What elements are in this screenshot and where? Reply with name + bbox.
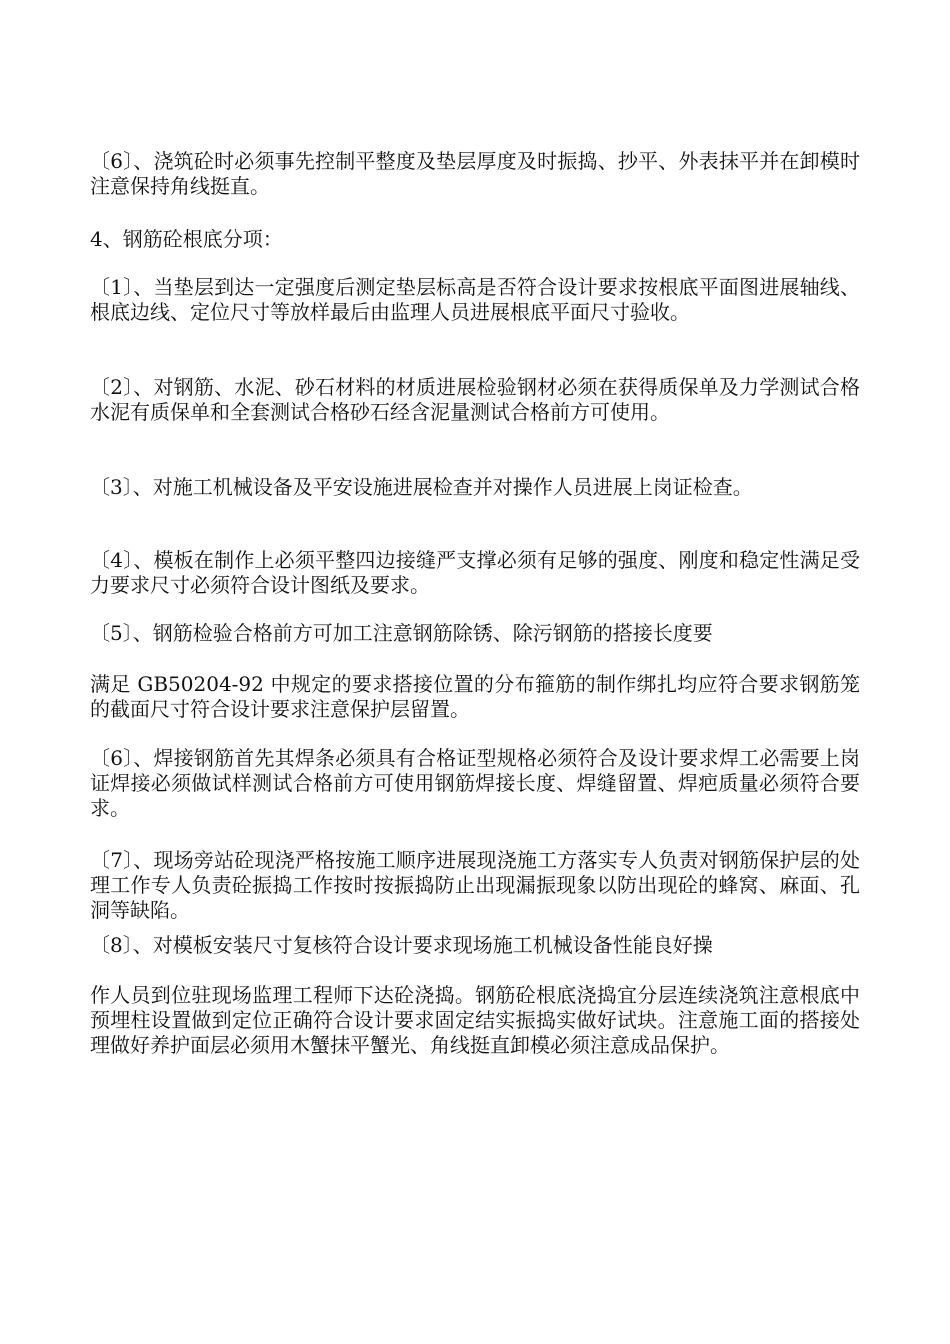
paragraph-item-8: 〔8〕、对模板安装尺寸复核符合设计要求现场施工机械设备性能良好操 bbox=[90, 933, 713, 957]
paragraph-item-1: 〔1〕、当垫层到达一定强度后测定垫层标高是否符合设计要求按根底平面图进展轴线、根底边线、定位尺寸等放样最后由监理人员进展根底平面尺寸验收。 bbox=[90, 275, 860, 324]
paragraph-item-3: 〔3〕、对施工机械设备及平安设施进展检查并对操作人员进展上岗证检查。 bbox=[90, 475, 753, 499]
section-heading-rebar-foundation: 4、钢筋砼根底分项： bbox=[90, 227, 283, 251]
paragraph-item-2: 〔2〕、对钢筋、水泥、砂石材料的材质进展检验钢材必须在获得质保单及力学测试合格水泥有质保单和全套测试合格砂石经含泥量测试合格前方可使用。 bbox=[90, 375, 860, 424]
paragraph-pour-concrete-control: 〔6〕、浇筑砼时必须事先控制平整度及垫层厚度及时振捣、抄平、外表抹平并在卸模时注意保持角线挺直。 bbox=[90, 149, 860, 198]
paragraph-item-5-continued: 满足 GB50204-92 中规定的要求搭接位置的分布箍筋的制作绑扎均应符合要求钢筋笼的截面尺寸符合设计要求注意保护层留置。 bbox=[90, 672, 860, 721]
paragraph-item-8-continued: 作人员到位驻现场监理工程师下达砼浇捣。钢筋砼根底浇捣宜分层连续浇筑注意根底中预埋柱设置做到定位正确符合设计要求固定结实振捣实做好试块。注意施工面的搭接处理做好养护面层必须用木蟹抹平蟹光、角线挺直卸模必须注意成品保护。 bbox=[90, 983, 860, 1057]
paragraph-item-4: 〔4〕、模板在制作上必须平整四边接缝严支撑必须有足够的强度、刚度和稳定性满足受力要求尺寸必须符合设计图纸及要求。 bbox=[90, 548, 860, 597]
paragraph-item-7: 〔7〕、现场旁站砼现浇严格按施工顺序进展现浇施工方落实专人负责对钢筋保护层的处理工作专人负责砼振捣工作按时按振捣防止出现漏振现象以防出现砼的蜂窝、麻面、孔洞等缺陷。 bbox=[90, 848, 860, 922]
paragraph-item-5: 〔5〕、钢筋检验合格前方可加工注意钢筋除锈、除污钢筋的搭接长度要 bbox=[90, 621, 713, 645]
paragraph-item-6: 〔6〕、焊接钢筋首先其焊条必须具有合格证型规格必须符合及设计要求焊工必需要上岗证焊接必须做试样测试合格前方可使用钢筋焊接长度、焊缝留置、焊疤质量必须符合要求。 bbox=[90, 746, 860, 820]
